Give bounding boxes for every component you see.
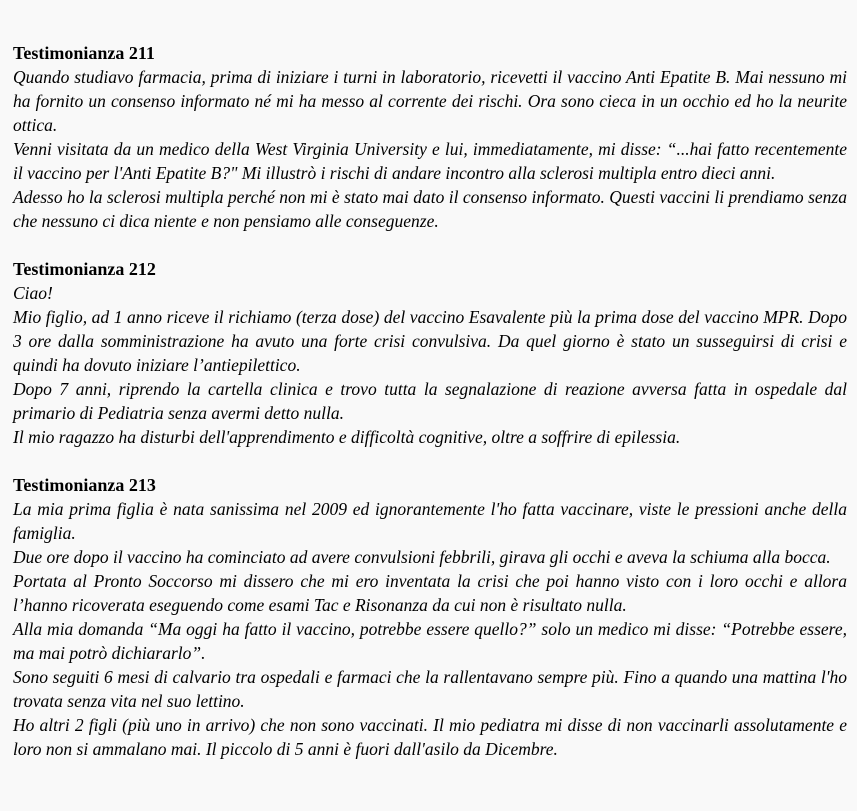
testimony-heading: Testimonianza 212: [13, 259, 156, 279]
testimony-213: [13, 473, 847, 761]
testimony-211: [13, 41, 847, 233]
testimony-paragraph: Quando studiavo farmacia, prima di iniziare i turni in laboratorio, ricevetti il vaccino Anti Epatite B. Mai nessuno mi ha fornito un consenso informato né mi ha messo al corrente dei rischi. Ora sono cieca in un occhio ed ho la neurite ottica.: [13, 67, 847, 135]
testimony-paragraph: Due ore dopo il vaccino ha cominciato ad avere convulsioni febbrili, girava gli occhi e aveva la schiuma alla bocca.: [13, 547, 831, 567]
testimony-paragraph: Alla mia domanda “Ma oggi ha fatto il vaccino, potrebbe essere quello?” solo un medico mi disse: “Potrebbe essere, ma mai potrò dichiararlo”.: [13, 619, 847, 663]
testimony-212: [13, 257, 847, 449]
testimony-paragraph: Venni visitata da un medico della West Virginia University e lui, immediatamente, mi disse: “...hai fatto recentemente il vaccino per l'Anti Epatite B?" Mi illustrò i rischi di andare incontro alla sclerosi multipla entro dieci anni.: [13, 139, 847, 183]
testimony-paragraph: La mia prima figlia è nata sanissima nel 2009 ed ignorantemente l'ho fatta vaccinare, viste le pressioni anche della famiglia.: [13, 499, 847, 543]
testimony-paragraph: Dopo 7 anni, riprendo la cartella clinica e trovo tutta la segnalazione di reazione avversa fatta in ospedale dal primario di Pediatria senza avermi detto nulla.: [13, 379, 847, 423]
testimony-heading: Testimonianza 213: [13, 475, 156, 495]
testimony-heading: Testimonianza 211: [13, 43, 155, 63]
testimony-paragraph: Adesso ho la sclerosi multipla perché non mi è stato mai dato il consenso informato. Questi vaccini li prendiamo senza che nessuno ci dica niente e non pensiamo alle conseguenze.: [13, 187, 847, 231]
testimony-paragraph: Il mio ragazzo ha disturbi dell'apprendimento e difficoltà cognitive, oltre a soffrire di epilessia.: [13, 427, 681, 447]
testimony-paragraph: Mio figlio, ad 1 anno riceve il richiamo (terza dose) del vaccino Esavalente più la prima dose del vaccino MPR. Dopo 3 ore dalla somministrazione ha avuto una forte crisi convulsiva. Da quel giorno è stato un susseguirsi di crisi e quindi ha dovuto iniziare l’antiepilettico.: [13, 307, 847, 375]
testimony-paragraph: Ho altri 2 figli (più uno in arrivo) che non sono vaccinati. Il mio pediatra mi disse di non vaccinarli assolutamente e loro non si ammalano mai. Il piccolo di 5 anni è fuori dall'asilo da Dicembre.: [13, 715, 847, 759]
testimony-paragraph: Sono seguiti 6 mesi di calvario tra ospedali e farmaci che la rallentavano sempre più. Fino a quando una mattina l'ho trovata senza vita nel suo lettino.: [13, 667, 847, 711]
testimony-paragraph: Portata al Pronto Soccorso mi dissero che mi ero inventata la crisi che poi hanno visto con i loro occhi e allora l’hanno ricoverata eseguendo come esami Tac e Risonanza da cui non è risultato nulla.: [13, 571, 847, 615]
testimony-paragraph: Ciao!: [13, 283, 53, 303]
